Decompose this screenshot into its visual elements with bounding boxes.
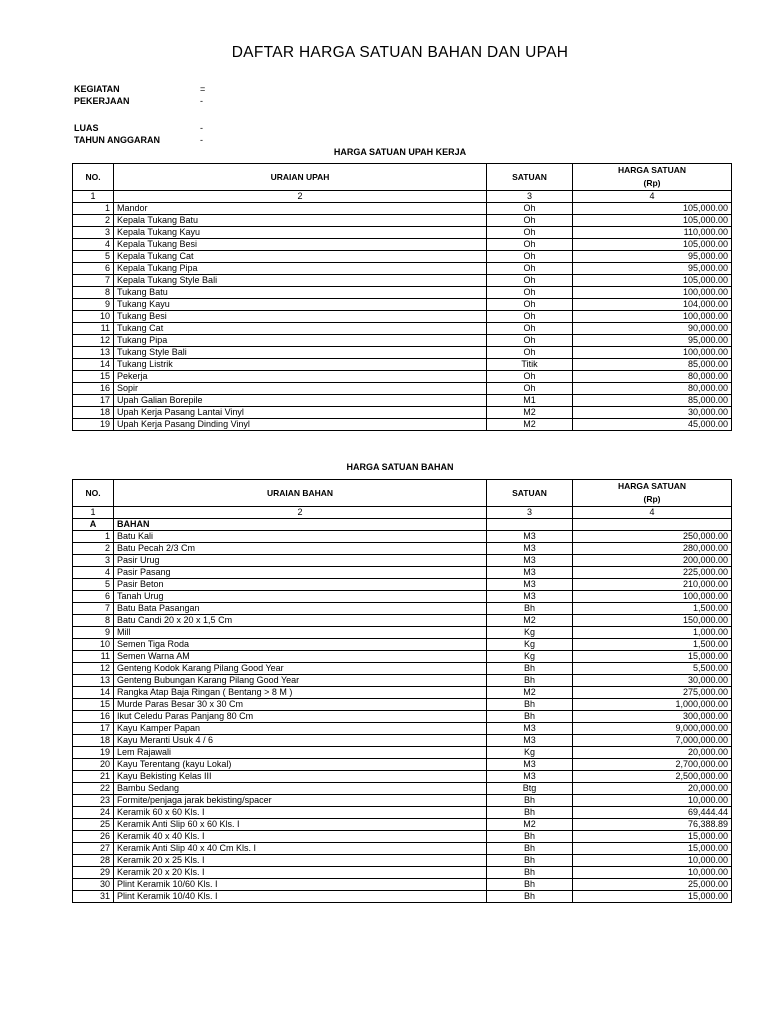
row-harga: 100,000.00 — [573, 591, 732, 603]
row-uraian: Tukang Style Bali — [114, 347, 487, 359]
row-satuan: Oh — [487, 383, 573, 395]
row-no: 24 — [73, 807, 114, 819]
row-harga: 20,000.00 — [573, 783, 732, 795]
bahan-table — [72, 479, 732, 903]
row-no: 16 — [73, 711, 114, 723]
row-no: 8 — [73, 615, 114, 627]
col-number: 1 — [73, 191, 114, 203]
row-satuan: M3 — [487, 759, 573, 771]
row-harga: 1,500.00 — [573, 639, 732, 651]
table-row — [73, 855, 732, 867]
info-label: TAHUN ANGGARAN — [74, 135, 160, 145]
row-uraian: Kepala Tukang Style Bali — [114, 275, 487, 287]
row-harga: 225,000.00 — [573, 567, 732, 579]
row-harga: 100,000.00 — [573, 347, 732, 359]
table-row — [73, 819, 732, 831]
table-row — [73, 771, 732, 783]
row-harga: 1,500.00 — [573, 603, 732, 615]
row-no: 5 — [73, 579, 114, 591]
row-no: 27 — [73, 843, 114, 855]
table-row — [73, 347, 732, 359]
header-satuan: SATUAN — [487, 164, 573, 191]
row-uraian: Kepala Tukang Besi — [114, 239, 487, 251]
row-no: 3 — [73, 555, 114, 567]
table-row — [73, 591, 732, 603]
info-value: - — [200, 123, 203, 133]
table-row — [73, 227, 732, 239]
row-satuan: M3 — [487, 771, 573, 783]
row-satuan: M2 — [487, 819, 573, 831]
row-uraian: Mill — [114, 627, 487, 639]
table-row — [73, 239, 732, 251]
row-harga: 104,000.00 — [573, 299, 732, 311]
row-harga: 5,500.00 — [573, 663, 732, 675]
row-harga: 95,000.00 — [573, 251, 732, 263]
row-satuan: Bh — [487, 711, 573, 723]
row-harga: 275,000.00 — [573, 687, 732, 699]
info-label: PEKERJAAN — [74, 96, 130, 106]
row-no: 10 — [73, 311, 114, 323]
row-no: 2 — [73, 543, 114, 555]
row-no: 1 — [73, 203, 114, 215]
row-no: 31 — [73, 891, 114, 903]
row-harga: 95,000.00 — [573, 335, 732, 347]
row-no: 28 — [73, 855, 114, 867]
table-row — [73, 311, 732, 323]
col-number: 2 — [114, 507, 487, 519]
row-harga: 15,000.00 — [573, 843, 732, 855]
row-uraian: Pekerja — [114, 371, 487, 383]
row-harga: 110,000.00 — [573, 227, 732, 239]
table-row — [73, 663, 732, 675]
row-satuan: Bh — [487, 867, 573, 879]
row-satuan: M3 — [487, 723, 573, 735]
row-uraian: Tukang Cat — [114, 323, 487, 335]
table-row — [73, 251, 732, 263]
column-number-row — [73, 191, 732, 203]
table-row — [73, 323, 732, 335]
row-uraian: Rangka Atap Baja Ringan ( Bentang > 8 M ) — [114, 687, 487, 699]
row-satuan: M2 — [487, 419, 573, 431]
row-no: 10 — [73, 639, 114, 651]
table-row — [73, 263, 732, 275]
row-uraian: Upah Kerja Pasang Dinding Vinyl — [114, 419, 487, 431]
col-number: 1 — [73, 507, 114, 519]
row-no: 12 — [73, 335, 114, 347]
row-uraian: Tukang Kayu — [114, 299, 487, 311]
row-uraian: Murde Paras Besar 30 x 30 Cm — [114, 699, 487, 711]
row-uraian: Plint Keramik 10/60 Kls. I — [114, 879, 487, 891]
row-satuan: Oh — [487, 347, 573, 359]
table-row — [73, 567, 732, 579]
row-no: 4 — [73, 239, 114, 251]
row-uraian: Tanah Urug — [114, 591, 487, 603]
row-no: 19 — [73, 419, 114, 431]
header-harga-unit: (Rp) — [643, 178, 661, 188]
table-row — [73, 675, 732, 687]
row-satuan: M3 — [487, 555, 573, 567]
row-uraian: Kayu Bekisting Kelas III — [114, 771, 487, 783]
row-no: 12 — [73, 663, 114, 675]
row-uraian: Bambu Sedang — [114, 783, 487, 795]
row-no: 18 — [73, 735, 114, 747]
table-row — [73, 419, 732, 431]
row-uraian: Genteng Bubungan Karang Pilang Good Year — [114, 675, 487, 687]
row-uraian: Kepala Tukang Batu — [114, 215, 487, 227]
row-harga: 15,000.00 — [573, 651, 732, 663]
row-no: 15 — [73, 371, 114, 383]
row-satuan: M2 — [487, 615, 573, 627]
row-satuan: Btg — [487, 783, 573, 795]
header-no: NO. — [73, 164, 114, 191]
table-row — [73, 699, 732, 711]
row-satuan: M3 — [487, 735, 573, 747]
table-row — [73, 275, 732, 287]
row-uraian: Tukang Besi — [114, 311, 487, 323]
table-row — [73, 651, 732, 663]
row-satuan: Bh — [487, 795, 573, 807]
row-uraian: Batu Candi 20 x 20 x 1,5 Cm — [114, 615, 487, 627]
row-harga: 105,000.00 — [573, 275, 732, 287]
row-no: 29 — [73, 867, 114, 879]
header-uraian: URAIAN BAHAN — [114, 480, 487, 507]
row-harga: 2,500,000.00 — [573, 771, 732, 783]
upah-table — [72, 163, 732, 431]
row-satuan: M2 — [487, 687, 573, 699]
row-no: 11 — [73, 651, 114, 663]
row-uraian: Kepala Tukang Cat — [114, 251, 487, 263]
row-no: 7 — [73, 603, 114, 615]
empty-cell — [487, 519, 573, 531]
row-harga: 250,000.00 — [573, 531, 732, 543]
header-uraian: URAIAN UPAH — [114, 164, 487, 191]
row-uraian: Formite/penjaga jarak bekisting/spacer — [114, 795, 487, 807]
row-satuan: M3 — [487, 531, 573, 543]
row-no: 5 — [73, 251, 114, 263]
table-row — [73, 531, 732, 543]
row-no: 1 — [73, 531, 114, 543]
info-tahun-anggaran — [74, 135, 203, 145]
row-harga: 69,444.44 — [573, 807, 732, 819]
row-satuan: Oh — [487, 299, 573, 311]
row-harga: 200,000.00 — [573, 555, 732, 567]
row-uraian: Batu Pecah 2/3 Cm — [114, 543, 487, 555]
row-uraian: Keramik 20 x 25 Kls. I — [114, 855, 487, 867]
empty-cell — [573, 519, 732, 531]
section-row — [73, 519, 732, 531]
row-satuan: Oh — [487, 203, 573, 215]
header-no: NO. — [73, 480, 114, 507]
bahan-section-title: HARGA SATUAN BAHAN — [346, 462, 454, 472]
row-uraian: Pasir Urug — [114, 555, 487, 567]
row-no: 19 — [73, 747, 114, 759]
row-no: 7 — [73, 275, 114, 287]
row-no: 3 — [73, 227, 114, 239]
header-harga-unit: (Rp) — [643, 494, 661, 504]
row-harga: 15,000.00 — [573, 831, 732, 843]
row-harga: 85,000.00 — [573, 359, 732, 371]
info-kegiatan — [74, 84, 205, 94]
row-no: 13 — [73, 347, 114, 359]
row-harga: 280,000.00 — [573, 543, 732, 555]
row-satuan: M3 — [487, 591, 573, 603]
row-no: 25 — [73, 819, 114, 831]
row-harga: 20,000.00 — [573, 747, 732, 759]
row-uraian: Semen Tiga Roda — [114, 639, 487, 651]
row-uraian: Keramik Anti Slip 40 x 40 Cm Kls. I — [114, 843, 487, 855]
table-row — [73, 555, 732, 567]
table-row — [73, 747, 732, 759]
info-luas — [74, 123, 203, 133]
row-harga: 80,000.00 — [573, 383, 732, 395]
row-harga: 1,000,000.00 — [573, 699, 732, 711]
table-header-row — [73, 480, 732, 507]
row-satuan: Titik — [487, 359, 573, 371]
row-satuan: Oh — [487, 323, 573, 335]
row-harga: 85,000.00 — [573, 395, 732, 407]
row-uraian: Plint Keramik 10/40 Kls. I — [114, 891, 487, 903]
row-no: 18 — [73, 407, 114, 419]
table-row — [73, 335, 732, 347]
row-harga: 30,000.00 — [573, 675, 732, 687]
row-harga: 210,000.00 — [573, 579, 732, 591]
row-harga: 10,000.00 — [573, 795, 732, 807]
upah-section-title: HARGA SATUAN UPAH KERJA — [333, 147, 467, 157]
row-harga: 100,000.00 — [573, 311, 732, 323]
row-satuan: M3 — [487, 543, 573, 555]
row-satuan: Oh — [487, 215, 573, 227]
table-row — [73, 687, 732, 699]
row-satuan: Oh — [487, 335, 573, 347]
table-row — [73, 735, 732, 747]
table-row — [73, 843, 732, 855]
row-no: 4 — [73, 567, 114, 579]
row-harga: 25,000.00 — [573, 879, 732, 891]
row-harga: 9,000,000.00 — [573, 723, 732, 735]
header-harga — [573, 480, 732, 507]
row-uraian: Kayu Terentang (kayu Lokal) — [114, 759, 487, 771]
header-harga-label: HARGA SATUAN — [618, 481, 686, 491]
col-number: 4 — [573, 507, 732, 519]
row-satuan: Oh — [487, 251, 573, 263]
row-satuan: Kg — [487, 639, 573, 651]
row-no: 30 — [73, 879, 114, 891]
row-satuan: Oh — [487, 239, 573, 251]
row-no: 16 — [73, 383, 114, 395]
col-number: 3 — [487, 191, 573, 203]
row-uraian: Pasir Beton — [114, 579, 487, 591]
row-uraian: Kepala Tukang Kayu — [114, 227, 487, 239]
row-no: 9 — [73, 627, 114, 639]
table-row — [73, 359, 732, 371]
row-satuan: Bh — [487, 831, 573, 843]
table-row — [73, 603, 732, 615]
row-uraian: Genteng Kodok Karang Pilang Good Year — [114, 663, 487, 675]
row-no: 23 — [73, 795, 114, 807]
row-no: 22 — [73, 783, 114, 795]
row-satuan: Oh — [487, 227, 573, 239]
row-no: 21 — [73, 771, 114, 783]
header-harga — [573, 164, 732, 191]
row-harga: 30,000.00 — [573, 407, 732, 419]
row-harga: 80,000.00 — [573, 371, 732, 383]
table-row — [73, 831, 732, 843]
row-uraian: Upah Kerja Pasang Lantai Vinyl — [114, 407, 487, 419]
row-uraian: Keramik 60 x 60 Kls. I — [114, 807, 487, 819]
info-label: LUAS — [74, 123, 99, 133]
table-row — [73, 287, 732, 299]
col-number: 4 — [573, 191, 732, 203]
row-uraian: Ikut Celedu Paras Panjang 80 Cm — [114, 711, 487, 723]
col-number: 2 — [114, 191, 487, 203]
row-harga: 15,000.00 — [573, 891, 732, 903]
section-letter: A — [73, 519, 114, 531]
row-no: 20 — [73, 759, 114, 771]
table-row — [73, 407, 732, 419]
table-row — [73, 879, 732, 891]
row-harga: 100,000.00 — [573, 287, 732, 299]
row-satuan: Oh — [487, 311, 573, 323]
row-satuan: M1 — [487, 395, 573, 407]
table-row — [73, 639, 732, 651]
table-row — [73, 711, 732, 723]
table-row — [73, 867, 732, 879]
row-harga: 105,000.00 — [573, 215, 732, 227]
info-value: - — [200, 96, 203, 106]
row-uraian: Tukang Batu — [114, 287, 487, 299]
table-row — [73, 579, 732, 591]
row-satuan: Bh — [487, 891, 573, 903]
info-label: KEGIATAN — [74, 84, 120, 94]
row-satuan: Bh — [487, 675, 573, 687]
row-satuan: Oh — [487, 275, 573, 287]
table-row — [73, 807, 732, 819]
row-no: 17 — [73, 723, 114, 735]
row-uraian: Upah Galian Borepile — [114, 395, 487, 407]
row-satuan: Oh — [487, 263, 573, 275]
row-uraian: Sopir — [114, 383, 487, 395]
row-satuan: Kg — [487, 747, 573, 759]
page-title: DAFTAR HARGA SATUAN BAHAN DAN UPAH — [231, 44, 569, 61]
row-no: 13 — [73, 675, 114, 687]
table-row — [73, 795, 732, 807]
row-harga: 1,000.00 — [573, 627, 732, 639]
row-uraian: Tukang Listrik — [114, 359, 487, 371]
row-harga: 95,000.00 — [573, 263, 732, 275]
row-uraian: Semen Warna AM — [114, 651, 487, 663]
row-satuan: Bh — [487, 855, 573, 867]
row-no: 14 — [73, 359, 114, 371]
row-satuan: Kg — [487, 651, 573, 663]
table-row — [73, 395, 732, 407]
row-no: 9 — [73, 299, 114, 311]
row-satuan: Bh — [487, 663, 573, 675]
header-satuan: SATUAN — [487, 480, 573, 507]
row-no: 6 — [73, 263, 114, 275]
section-label: BAHAN — [114, 519, 487, 531]
table-row — [73, 383, 732, 395]
row-satuan: Bh — [487, 699, 573, 711]
row-uraian: Keramik 40 x 40 Kls. I — [114, 831, 487, 843]
row-harga: 76,388.89 — [573, 819, 732, 831]
row-harga: 300,000.00 — [573, 711, 732, 723]
row-harga: 105,000.00 — [573, 203, 732, 215]
row-satuan: Bh — [487, 603, 573, 615]
row-uraian: Tukang Pipa — [114, 335, 487, 347]
row-harga: 7,000,000.00 — [573, 735, 732, 747]
row-satuan: Oh — [487, 287, 573, 299]
row-uraian: Keramik Anti Slip 60 x 60 Kls. I — [114, 819, 487, 831]
row-harga: 105,000.00 — [573, 239, 732, 251]
row-satuan: Kg — [487, 627, 573, 639]
info-value: - — [200, 135, 203, 145]
row-uraian: Batu Kali — [114, 531, 487, 543]
row-harga: 90,000.00 — [573, 323, 732, 335]
table-row — [73, 759, 732, 771]
row-no: 14 — [73, 687, 114, 699]
table-row — [73, 723, 732, 735]
column-number-row — [73, 507, 732, 519]
row-harga: 150,000.00 — [573, 615, 732, 627]
table-row — [73, 203, 732, 215]
table-row — [73, 891, 732, 903]
row-satuan: M3 — [487, 567, 573, 579]
row-no: 6 — [73, 591, 114, 603]
table-header-row — [73, 164, 732, 191]
table-row — [73, 615, 732, 627]
row-uraian: Pasir Pasang — [114, 567, 487, 579]
table-row — [73, 627, 732, 639]
col-number: 3 — [487, 507, 573, 519]
header-harga-label: HARGA SATUAN — [618, 165, 686, 175]
row-satuan: Bh — [487, 879, 573, 891]
row-uraian: Keramik 20 x 20 Kls. I — [114, 867, 487, 879]
row-satuan: M3 — [487, 579, 573, 591]
row-satuan: Bh — [487, 807, 573, 819]
info-pekerjaan — [74, 96, 203, 106]
row-satuan: Oh — [487, 371, 573, 383]
row-harga: 2,700,000.00 — [573, 759, 732, 771]
row-harga: 45,000.00 — [573, 419, 732, 431]
table-row — [73, 299, 732, 311]
row-uraian: Kayu Kamper Papan — [114, 723, 487, 735]
row-uraian: Kayu Meranti Usuk 4 / 6 — [114, 735, 487, 747]
table-row — [73, 215, 732, 227]
row-no: 2 — [73, 215, 114, 227]
row-uraian: Batu Bata Pasangan — [114, 603, 487, 615]
row-harga: 10,000.00 — [573, 855, 732, 867]
table-row — [73, 543, 732, 555]
row-satuan: M2 — [487, 407, 573, 419]
row-no: 17 — [73, 395, 114, 407]
row-uraian: Lem Rajawali — [114, 747, 487, 759]
info-value: = — [200, 84, 206, 94]
row-uraian: Kepala Tukang Pipa — [114, 263, 487, 275]
row-no: 15 — [73, 699, 114, 711]
table-row — [73, 371, 732, 383]
row-no: 8 — [73, 287, 114, 299]
row-satuan: Bh — [487, 843, 573, 855]
row-harga: 10,000.00 — [573, 867, 732, 879]
row-no: 11 — [73, 323, 114, 335]
row-uraian: Mandor — [114, 203, 487, 215]
row-no: 26 — [73, 831, 114, 843]
table-row — [73, 783, 732, 795]
